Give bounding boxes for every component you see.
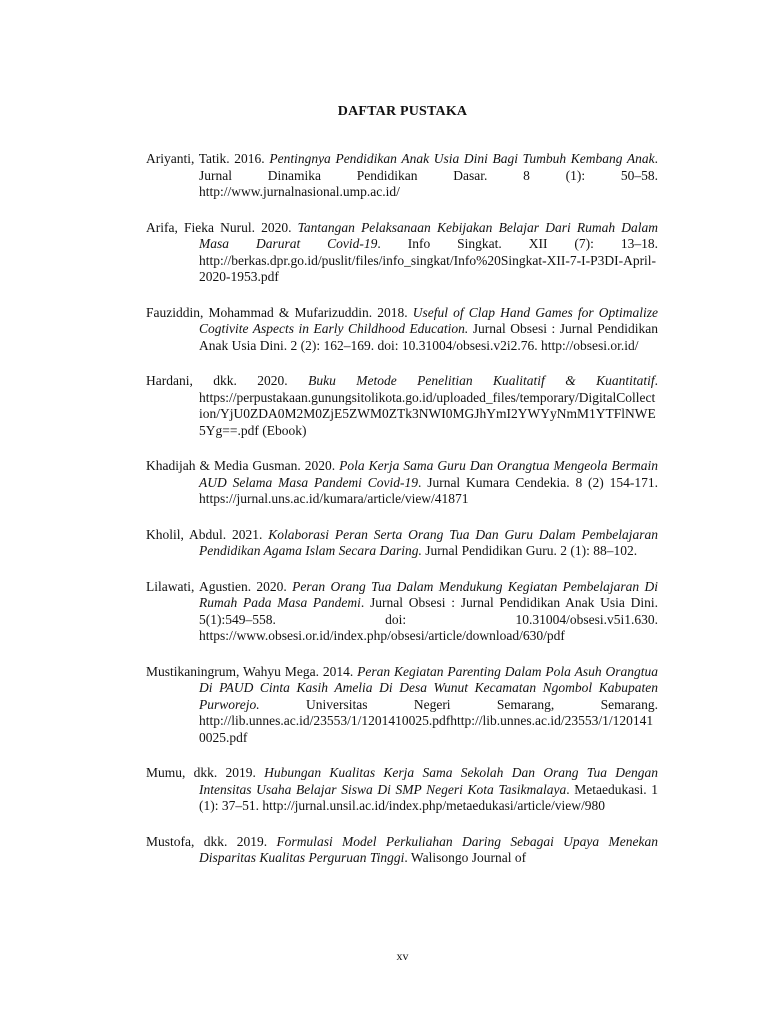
reference-entry: [146, 305, 658, 355]
reference-lead: Hardani, dkk. 2020.: [146, 373, 309, 388]
reference-entry: [146, 765, 658, 815]
reference-lead: Arifa, Fieka Nurul. 2020.: [146, 219, 298, 235]
reference-details: Universitas Negeri Semarang, Semarang.: [259, 696, 658, 712]
reference-details: . Jurnal Kumara Cendekia. 8 (2) 154-171.: [418, 474, 658, 490]
reference-url: http://www.jurnalnasional.ump.ac.id/: [199, 184, 400, 199]
reference-title: Pola Kerja Sama Guru Dan Orangtua Mengeola Bermain AUD Selama Masa Pandemi Covid-19: [199, 458, 658, 490]
page-number: xv: [396, 949, 409, 963]
reference-url: https://perpustakaan.gunungsitolikota.go.id/uploaded_files/temporary/DigitalCollection/YjU0ZDA0M2M0ZjE5ZWM0ZTk3NWI0MGJhYmI2YWYyNmM1YTFlNWE5Yg==.pdf (Ebook): [199, 389, 656, 438]
reference-lead: Mustofa, dkk. 2019.: [146, 833, 277, 849]
reference-entry: [146, 527, 658, 560]
reference-url: https://www.obsesi.or.id/index.php/obsesi/article/download/630/pdf: [199, 628, 565, 643]
reference-details: . Info Singkat. XII (7): 13–18.: [377, 236, 658, 251]
reference-url: http://obsesi.or.id/: [540, 337, 639, 353]
reference-details: . Jurnal Dinamika Pendidikan Dasar. 8 (1): 50–58.: [199, 151, 658, 183]
reference-lead: Fauziddin, Mohammad & Mufarizuddin. 2018.: [146, 304, 413, 320]
reference-url: http://berkas.dpr.go.id/puslit/files/info_singkat/Info%20Singkat-XII-7-I-P3DI-April-2020-1953.pdf: [199, 252, 657, 284]
reference-entry: [146, 579, 658, 645]
reference-title: Formulasi Model Perkuliahan Daring Sebagai Upaya Menekan Disparitas Kualitas Perguruan Tinggi: [199, 833, 658, 865]
reference-entry: [146, 373, 658, 439]
reference-title: Hubungan Kualitas Kerja Sama Sekolah Dan Orang Tua Dengan Intensitas Usaha Belajar Siswa Di SMP Negeri Kota Tasikmalaya: [199, 765, 658, 797]
reference-lead: Kholil, Abdul. 2021.: [146, 526, 269, 542]
reference-entry: [146, 664, 658, 747]
reference-title: Useful of Clap Hand Games for Optimalize Cogtivite Aspects in Early Childhood Education.: [199, 304, 658, 336]
reference-lead: Ariyanti, Tatik. 2016.: [146, 151, 270, 166]
reference-details: . Walisongo Journal of: [404, 850, 527, 865]
reference-lead: Mumu, dkk. 2019.: [146, 765, 265, 780]
reference-url: https://jurnal.uns.ac.id/kumara/article/view/41871: [199, 491, 469, 506]
reference-lead: Khadijah & Media Gusman. 2020.: [146, 458, 340, 473]
reference-title: Kolaborasi Peran Serta Orang Tua Dan Guru Dalam Pembelajaran Pendidikan Agama Islam Secara Daring.: [199, 526, 658, 558]
reference-title: Pentingnya Pendidikan Anak Usia Dini Bagi Tumbuh Kembang Anak: [269, 151, 655, 166]
reference-details: . Metaedukasi. 1 (1): 37–51.: [199, 781, 658, 813]
reference-url: http://lib.unnes.ac.id/23553/1/1201410025.pdfhttp://lib.unnes.ac.id/23553/1/1201410025.pdf: [199, 713, 654, 745]
reference-details: Jurnal Obsesi : Jurnal Pendidikan Anak Usia Dini. 2 (2): 162–169. doi: 10.31004/obsesi.v2i2.76.: [199, 321, 658, 353]
reference-title: Peran Kegiatan Parenting Dalam Pola Asuh Orangtua Di PAUD Cinta Kasih Amelia Di Desa Wunut Kecamatan Ngombol Kabupaten Purworejo.: [199, 663, 658, 712]
reference-entry: [146, 458, 658, 508]
reference-lead: Lilawati, Agustien. 2020.: [146, 578, 293, 594]
reference-list: [146, 151, 658, 886]
page-title: DAFTAR PUSTAKA: [337, 104, 468, 119]
reference-title: Tantangan Pelaksanaan Kebijakan Belajar Dari Rumah Dalam Masa Darurat Covid-19: [199, 219, 658, 251]
reference-details: .: [654, 373, 658, 388]
reference-title: Peran Orang Tua Dalam Mendukung Kegiatan Pembelajaran Di Rumah Pada Masa Pandemi: [199, 578, 658, 610]
reference-lead: Mustikaningrum, Wahyu Mega. 2014.: [146, 663, 358, 679]
reference-details: . Jurnal Obsesi : Jurnal Pendidikan Anak Usia Dini. 5(1):549–558. doi: 10.31004/obsesi.v5i1.630.: [199, 595, 658, 627]
reference-details: Jurnal Pendidikan Guru. 2 (1): 88–102.: [421, 543, 638, 558]
reference-title: Buku Metode Penelitian Kualitatif & Kuantitatif: [308, 373, 655, 388]
reference-entry: [146, 220, 658, 286]
reference-url: http://jurnal.unsil.ac.id/index.php/metaedukasi/article/view/980: [262, 798, 606, 813]
reference-entry: [146, 834, 658, 867]
reference-entry: [146, 151, 658, 201]
